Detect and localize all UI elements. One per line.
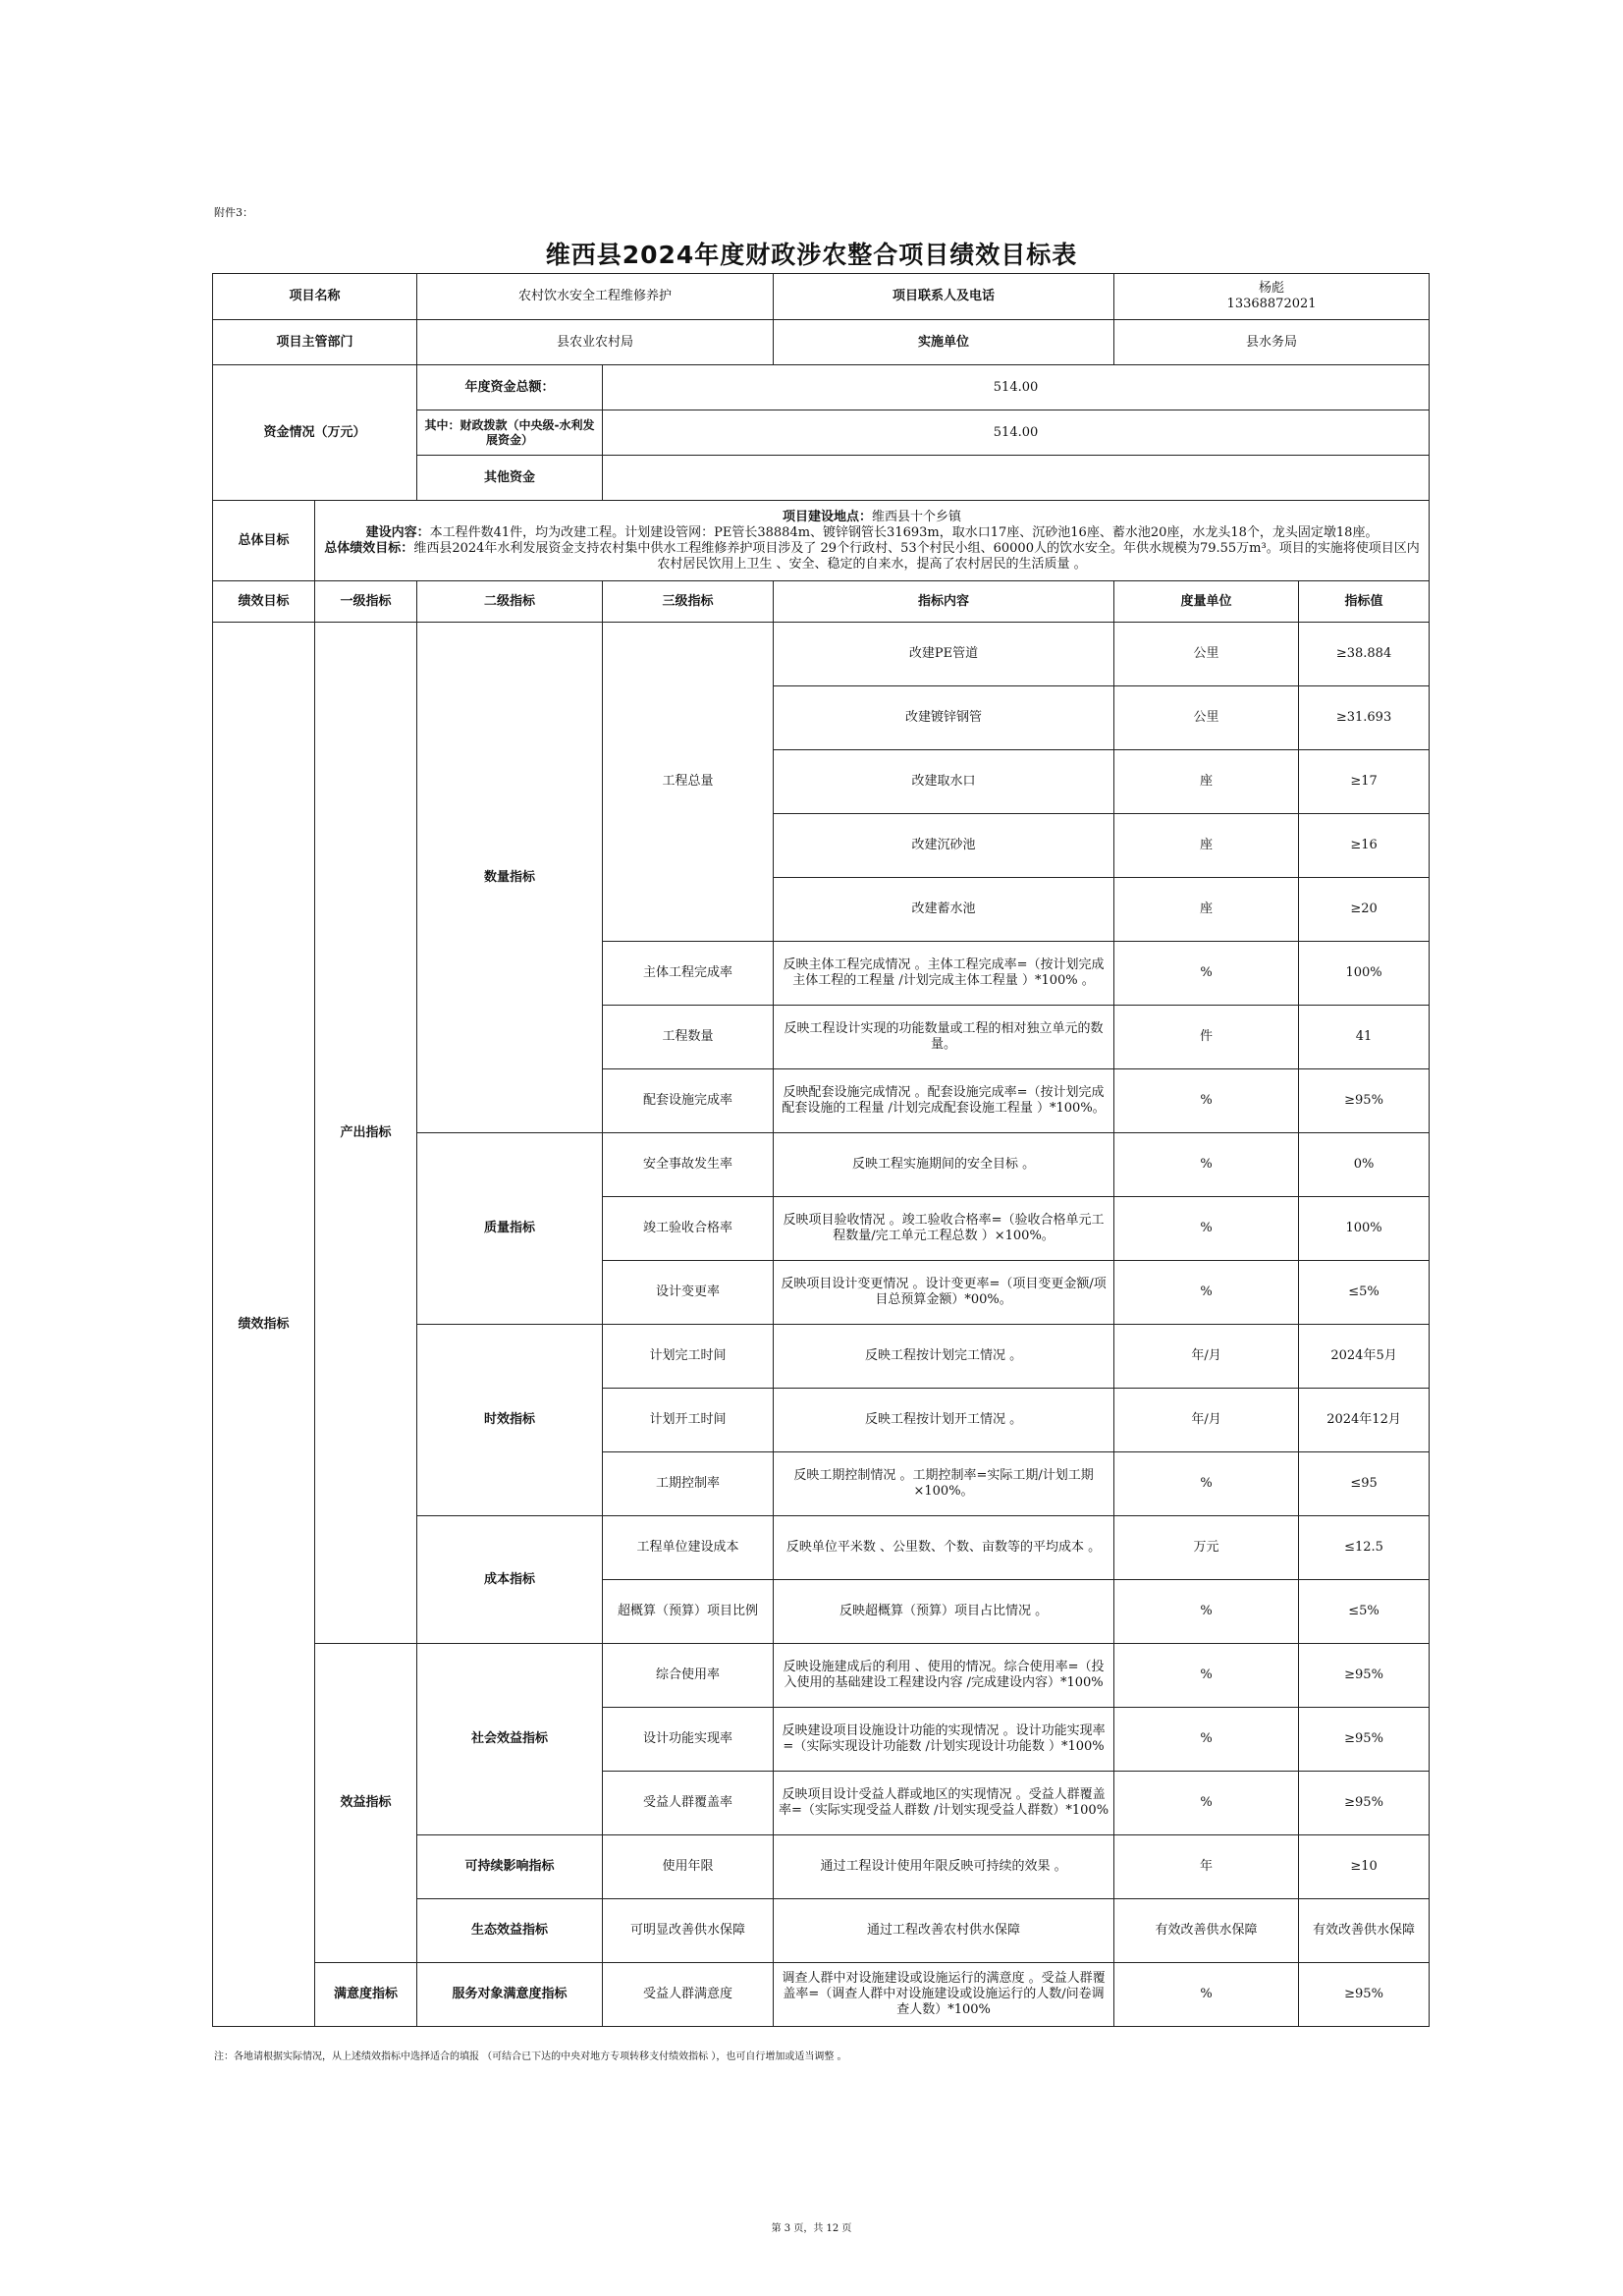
indicator-unit: %: [1114, 1963, 1299, 2027]
timeliness-indicators-label: 时效指标: [417, 1325, 603, 1516]
indicator-content: 反映设施建成后的利用 、使用的情况。综合使用率=（投入使用的基础建设工程建设内容 /完成建设内容）*100%: [774, 1644, 1114, 1708]
indicator-level3: 工程数量: [603, 1006, 774, 1069]
indicator-value: 41: [1299, 1006, 1430, 1069]
indicator-content: 改建镀锌钢管: [774, 686, 1114, 750]
indicator-content: 通过工程设计使用年限反映可持续的效果 。: [774, 1835, 1114, 1899]
indicator-level3: 计划完工时间: [603, 1325, 774, 1389]
indicator-unit: 公里: [1114, 686, 1299, 750]
indicator-content: 反映工程实施期间的安全目标 。: [774, 1133, 1114, 1197]
indicator-unit: 座: [1114, 878, 1299, 942]
performance-table: [212, 273, 1430, 2027]
table-row: [213, 623, 1430, 686]
indicator-unit: %: [1114, 1452, 1299, 1516]
indicator-unit: 万元: [1114, 1516, 1299, 1580]
attachment-label: 附件3：: [214, 206, 253, 219]
header-level3: 三级指标: [603, 581, 774, 623]
indicator-value: 0%: [1299, 1133, 1430, 1197]
ecological-indicators-label: 生态效益指标: [417, 1899, 603, 1963]
perf-goal: 维西县2024年水利发展资金支持农村集中供水工程维修养护项目涉及了 29个行政村、53个村民小组、60000人的饮水安全。年供水规模为79.55万m³。项目的实施将使项目区内农村居民饮用上卫生 、安全、稳定的自来水，提高了农村居民的生活质量 。: [413, 540, 1420, 572]
indicator-value: ≤95: [1299, 1452, 1430, 1516]
header-level1: 一级指标: [315, 581, 417, 623]
contact-info: [1114, 274, 1430, 320]
indicator-level3: 工程单位建设成本: [603, 1516, 774, 1580]
indicator-content: 改建蓄水池: [774, 878, 1114, 942]
indicator-value: ≥20: [1299, 878, 1430, 942]
table-row: [213, 1644, 1430, 1708]
indicator-unit: %: [1114, 1069, 1299, 1133]
indicator-level3: 工期控制率: [603, 1452, 774, 1516]
indicator-unit: %: [1114, 1708, 1299, 1772]
document-title: 维西县2024年度财政涉农整合项目绩效目标表: [545, 241, 1078, 269]
indicator-unit: 件: [1114, 1006, 1299, 1069]
location-label: 项目建设地点：: [783, 509, 873, 524]
annual-label: 年度资金总额：: [417, 365, 603, 410]
indicator-content: 反映项目验收情况 。竣工验收合格率=（验收合格单元工程数量/完工单元工程总数 ）×100%。: [774, 1197, 1114, 1261]
goal-row: [213, 501, 1430, 581]
header-perf-target: 绩效目标: [213, 581, 315, 623]
indicator-unit: %: [1114, 1644, 1299, 1708]
indicator-value: 100%: [1299, 1197, 1430, 1261]
indicator-value: ≥16: [1299, 814, 1430, 878]
header-content: 指标内容: [774, 581, 1114, 623]
indicator-content: 反映工程设计实现的功能数量或工程的相对独立单元的数量。: [774, 1006, 1114, 1069]
fiscal-value: 514.00: [603, 410, 1430, 456]
indicator-content: 调查人群中对设施建设或设施运行的满意度 。受益人群覆盖率=（调查人群中对设施建设或设施运行的人数/问卷调查人数）*100%: [774, 1963, 1114, 2027]
indicator-value: ≤12.5: [1299, 1516, 1430, 1580]
contact-phone: 13368872021: [1226, 297, 1317, 311]
impl: 县水务局: [1114, 320, 1430, 365]
indicator-content: 反映工程按计划开工情况 。: [774, 1389, 1114, 1452]
indicator-level3: 设计变更率: [603, 1261, 774, 1325]
indicator-unit: %: [1114, 1261, 1299, 1325]
indicator-unit: %: [1114, 1580, 1299, 1644]
indicator-unit: 年/月: [1114, 1389, 1299, 1452]
indicator-unit: 座: [1114, 750, 1299, 814]
dept: 县农业农村局: [417, 320, 774, 365]
indicator-value: ≥95%: [1299, 1069, 1430, 1133]
footnote: 注：各地请根据实际情况，从上述绩效指标中选择适合的填报 （可结合已下达的中央对地方专项转移支付绩效指标 ），也可自行增加或适当调整 。: [214, 2051, 847, 2062]
indicator-unit: %: [1114, 1133, 1299, 1197]
header-row: [213, 581, 1430, 623]
header-value: 指标值: [1299, 581, 1430, 623]
indicator-content: 反映超概算（预算）项目占比情况 。: [774, 1580, 1114, 1644]
funds-row-annual: [213, 365, 1430, 410]
indicator-unit: %: [1114, 1197, 1299, 1261]
info-row-dept: [213, 320, 1430, 365]
contact-name: 杨彪: [1259, 281, 1285, 296]
indicator-level3: 安全事故发生率: [603, 1133, 774, 1197]
header-unit: 度量单位: [1114, 581, 1299, 623]
indicator-unit: 座: [1114, 814, 1299, 878]
table-row: [213, 1963, 1430, 2027]
output-indicators-label: 产出指标: [315, 623, 417, 1644]
indicator-unit: %: [1114, 1772, 1299, 1835]
other-value: [603, 456, 1430, 501]
location: 维西县十个乡镇: [872, 509, 962, 524]
indicator-value: ≥95%: [1299, 1708, 1430, 1772]
indicator-level3: 受益人群覆盖率: [603, 1772, 774, 1835]
goal-content: [315, 501, 1430, 581]
indicator-value: ≤5%: [1299, 1261, 1430, 1325]
indicator-value: ≥17: [1299, 750, 1430, 814]
info-row-project: [213, 274, 1430, 320]
annual-value: 514.00: [603, 365, 1430, 410]
quantity-indicators-label: 数量指标: [417, 623, 603, 1133]
impl-label: 实施单位: [774, 320, 1114, 365]
indicator-unit: 有效改善供水保障: [1114, 1899, 1299, 1963]
indicator-value: ≥10: [1299, 1835, 1430, 1899]
indicator-level3: 综合使用率: [603, 1644, 774, 1708]
indicator-content: 反映工期控制情况 。工期控制率=实际工期/计划工期×100%。: [774, 1452, 1114, 1516]
indicator-unit: 年: [1114, 1835, 1299, 1899]
page-number: 第 3 页，共 12 页: [771, 2223, 852, 2234]
indicator-level3: 可明显改善供水保障: [603, 1899, 774, 1963]
indicator-value: ≤5%: [1299, 1580, 1430, 1644]
indicator-level3: 受益人群满意度: [603, 1963, 774, 2027]
project-name: 农村饮水安全工程维修养护: [417, 274, 774, 320]
indicator-level3: 配套设施完成率: [603, 1069, 774, 1133]
indicator-value: ≥95%: [1299, 1772, 1430, 1835]
funds-label: 资金情况（万元）: [213, 365, 417, 501]
indicator-content: 反映建设项目设施设计功能的实现情况 。设计功能实现率=（实际实现设计功能数 /计划实现设计功能数 ）*100%: [774, 1708, 1114, 1772]
satisfaction-indicators-label: 满意度指标: [315, 1963, 417, 2027]
build-content: 本工程件数41件，均为改建工程。计划建设管网：PE管长38884m、镀锌钢管长31693m，取水口17座、沉砂池16座、蓄水池20座，水龙头18个，龙头固定墩18座。: [429, 524, 1379, 540]
perf-goal-label: 总体绩效目标：: [324, 540, 414, 556]
indicator-content: 反映项目设计变更情况 。设计变更率=（项目变更金额/项目总预算金额）*00%。: [774, 1261, 1114, 1325]
indicator-content: 改建沉砂池: [774, 814, 1114, 878]
indicator-value: 有效改善供水保障: [1299, 1899, 1430, 1963]
indicator-level3: 超概算（预算）项目比例: [603, 1580, 774, 1644]
dept-label: 项目主管部门: [213, 320, 417, 365]
indicator-value: 100%: [1299, 942, 1430, 1006]
indicator-content: 改建PE管道: [774, 623, 1114, 686]
indicator-content: 反映主体工程完成情况 。主体工程完成率=（按计划完成主体工程的工程量 /计划完成主体工程量 ）*100% 。: [774, 942, 1114, 1006]
other-label: 其他资金: [417, 456, 603, 501]
indicator-value: 2024年5月: [1299, 1325, 1430, 1389]
cost-indicators-label: 成本指标: [417, 1516, 603, 1644]
indicator-content: 反映工程按计划完工情况 。: [774, 1325, 1114, 1389]
indicator-value: ≥95%: [1299, 1644, 1430, 1708]
indicator-level3: 主体工程完成率: [603, 942, 774, 1006]
indicator-level3: 计划开工时间: [603, 1389, 774, 1452]
indicator-content: 反映单位平米数 、公里数、个数、亩数等的平均成本 。: [774, 1516, 1114, 1580]
contact-label: 项目联系人及电话: [774, 274, 1114, 320]
indicator-content: 通过工程改善农村供水保障: [774, 1899, 1114, 1963]
perf-indicators-label: 绩效指标: [213, 623, 315, 2027]
indicator-level3: 使用年限: [603, 1835, 774, 1899]
build-content-label: 建设内容：: [365, 524, 430, 540]
indicator-level3: 设计功能实现率: [603, 1708, 774, 1772]
indicator-unit: 公里: [1114, 623, 1299, 686]
indicator-value: ≥31.693: [1299, 686, 1430, 750]
social-indicators-label: 社会效益指标: [417, 1644, 603, 1835]
benefit-indicators-label: 效益指标: [315, 1644, 417, 1963]
quality-indicators-label: 质量指标: [417, 1133, 603, 1325]
indicator-value: ≥38.884: [1299, 623, 1430, 686]
indicator-content: 反映配套设施完成情况 。配套设施完成率=（按计划完成配套设施的工程量 /计划完成配套设施工程量 ）*100%。: [774, 1069, 1114, 1133]
indicator-unit: 年/月: [1114, 1325, 1299, 1389]
indicator-level3: 竣工验收合格率: [603, 1197, 774, 1261]
indicator-value: ≥95%: [1299, 1963, 1430, 2027]
fiscal-label: 其中：财政拨款（中央级-水利发展资金）: [417, 410, 603, 456]
engineering-total-label: 工程总量: [603, 623, 774, 942]
sustainable-indicators-label: 可持续影响指标: [417, 1835, 603, 1899]
service-indicators-label: 服务对象满意度指标: [417, 1963, 603, 2027]
indicator-content: 改建取水口: [774, 750, 1114, 814]
goal-label: 总体目标: [213, 501, 315, 581]
header-level2: 二级指标: [417, 581, 603, 623]
project-name-label: 项目名称: [213, 274, 417, 320]
indicator-value: 2024年12月: [1299, 1389, 1430, 1452]
indicator-content: 反映项目设计受益人群或地区的实现情况 。受益人群覆盖率=（实际实现受益人群数 /计划实现受益人群数）*100%: [774, 1772, 1114, 1835]
indicator-unit: %: [1114, 942, 1299, 1006]
